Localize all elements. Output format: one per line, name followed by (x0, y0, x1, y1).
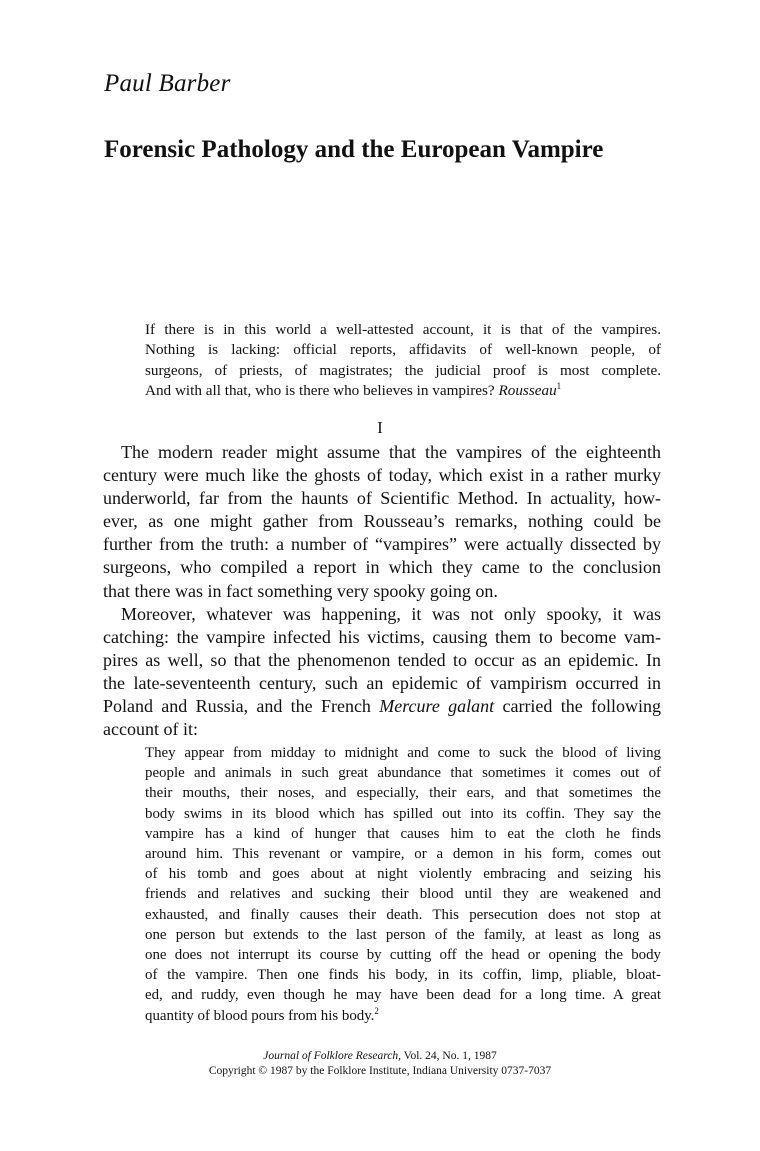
quote-line: vampire has a kind of hunger that causes him to eat the cloth he finds (145, 825, 661, 842)
body-line (103, 695, 661, 718)
journal-title: Journal of Folklore Research, (263, 1050, 401, 1062)
quote-line: friends and relatives and sucking their blood until they are weakened and (145, 886, 661, 903)
author-name: Paul Barber (104, 70, 231, 97)
epigraph-line (145, 381, 661, 401)
article-title: Forensic Pathology and the European Vampire (104, 136, 604, 163)
page-footer (0, 1049, 760, 1079)
quote-line (145, 1006, 661, 1026)
body-line: Moreover, whatever was happening, it was not only spooky, it was (121, 603, 661, 624)
body-line: pires as well, so that the phenomenon tended to occur as an epidemic. In (103, 649, 661, 670)
quote-line: one does not interrupt its course by cutting off the head or opening the body (145, 947, 661, 964)
journal-issue: Vol. 24, No. 1, 1987 (401, 1050, 497, 1062)
quote-line: They appear from midday to midnight and come to suck the blood of living (145, 745, 661, 761)
quote-line: their mouths, their noses, and especially, their ears, and that sometimes the (145, 785, 661, 802)
quote-line: body swims in its blood which has spilled out into its coffin. They say the (145, 805, 661, 822)
body-line: surgeons, who compiled a report in which they came to the conclusion (103, 557, 661, 578)
body-line: ever, as one might gather from Rousseau’s remarks, nothing could be (103, 511, 661, 532)
quote-line: people and animals in such great abundance that sometimes it comes out of (145, 765, 661, 782)
quote-line: of his tomb and goes about at night violently embracing and seizing his (145, 866, 661, 883)
section-number: I (377, 418, 383, 437)
body-line: that there was in fact something very spooky going on. (103, 580, 498, 601)
body-text-run: Poland and Russia, and the French (103, 696, 380, 717)
epigraph-text: And with all that, who is there who believes in vampires? (145, 381, 495, 399)
body-line: account of it: (103, 719, 198, 740)
body-text (103, 441, 661, 741)
journal-citation (0, 1049, 760, 1064)
body-text-run: carried the following (494, 696, 661, 717)
body-line: century were much like the ghosts of today, which exist in a rather murky (103, 465, 661, 486)
quote-line: of the vampire. Then one finds his body, in its coffin, limp, pliable, bloat- (145, 967, 661, 984)
journal-name-italic: Mercure galant (379, 696, 495, 717)
epigraph-line: If there is in this world a well-attested account, it is that of the vampires. (145, 321, 661, 338)
epigraph-line: Nothing is lacking: official reports, affidavits of well-known people, of (145, 341, 661, 359)
quote-line: one person but extends to the last person of the family, at least as long as (145, 926, 661, 943)
body-line: further from the truth: a number of “vampires” were actually dissected by (103, 534, 661, 555)
body-line: catching: the vampire infected his victims, causing them to become vam- (103, 626, 661, 647)
epigraph-line: surgeons, of priests, of magistrates; the judicial proof is most complete. (145, 361, 661, 379)
body-line: the late-seventeenth century, such an epidemic of vampirism occurred in (103, 672, 661, 693)
quote-line: exhausted, and finally causes their death. This persecution does not stop at (145, 906, 661, 923)
body-line: The modern reader might assume that the vampires of the eighteenth (121, 442, 661, 462)
quote-line: around him. This revenant or vampire, or a demon in his form, comes out (145, 846, 661, 863)
footnote-ref-2: 2 (374, 1005, 379, 1016)
footnote-ref-1: 1 (556, 380, 562, 391)
copyright-notice: Copyright © 1987 by the Folklore Institute, Indiana University 0737-7037 (208, 1065, 552, 1077)
epigraph-attribution: Rousseau (498, 381, 557, 399)
epigraph (145, 320, 661, 401)
body-line: underworld, far from the haunts of Scientific Method. In actuality, how- (103, 488, 661, 509)
quote-text: quantity of blood pours from his body. (145, 1007, 375, 1024)
block-quote (145, 743, 661, 1026)
quote-line: ed, and ruddy, even though he may have been dead for a long time. A great (145, 987, 661, 1004)
